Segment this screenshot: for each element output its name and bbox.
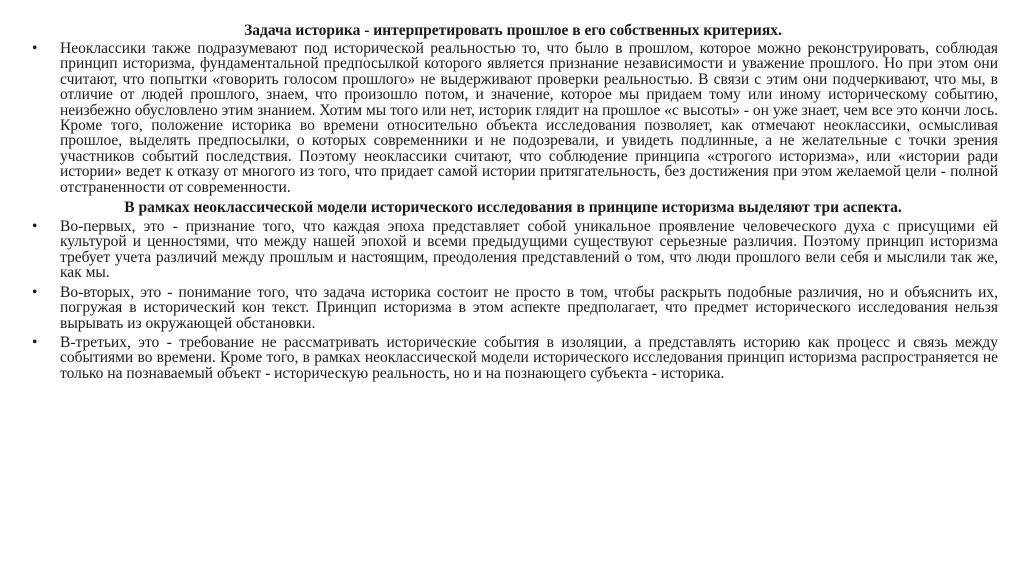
- bullet-item-neoclassics: [28, 41, 998, 195]
- bullet-item-third-aspect: [28, 335, 998, 381]
- bullet-dot-icon: •: [32, 283, 38, 301]
- bullet-dot-icon: •: [32, 333, 38, 351]
- bullet-item-first-aspect: [28, 219, 998, 281]
- slide-content: [28, 22, 998, 385]
- section-heading: В рамках неоклассической модели исторического исследования в принципе историзма выделяют три аспекта.: [124, 199, 902, 217]
- bullet-item-second-aspect: [28, 285, 998, 331]
- paragraph-text: Во-вторых, это - понимание того, что задача историка состоит не просто в том, чтобы раскрыть подобные различия, но и объяснить их, погружая в исторический кон текст. Принцип историзма в этом аспекте предполагает, что предмет исторического исследования нельзя вырывать из окружающей обстановки.: [60, 283, 998, 332]
- paragraph-text: Во-первых, это - признание того, что каждая эпоха представляет собой уникальное проявление человеческого духа с присущими ей культурой и ценностями, что между нашей эпохой и всеми предыдущими существуют серьезные различия. Поэтому принцип историзма требует учета различий между прошлым и настоящим, преодоления представлений о том, что люди прошлого вели себя и мыслили так же, как мы.: [60, 218, 998, 282]
- bullet-dot-icon: •: [32, 218, 38, 236]
- paragraph-text: Неоклассики также подразумевают под исторической реальностью то, что было в прошлом, которое можно реконструировать, соблюдая принцип историзма, фундаментальной предпосылкой которого является признание независимости и уважение прошлого. Но при этом они считают, что попытки «говорить голосом прошлого» не выдерживают проверки реальностью. В связи с этим они подчеркивают, что мы, в отличие от людей прошлого, знаем, что произошло потом, и значение, которое мы придаем тому или иному историческому событию, неизбежно обусловлено этим знанием. Хотим мы того или нет, историк глядит на прошлое «с высоты» - он уже знает, чем все это кончи лось. Кроме того, положение историка во времени относительно объекта исследования позволяет, как отмечают неоклассики, осмысливая прошлое, выделять предпосылки, о которых современники и не подозревали, и увидеть подлинные, а не желательные с точки зрения участников событий последствия. Поэтому неоклассики считают, что соблюдение принципа «строгого историзма», или «истории ради истории» ведет к отказу от многого из того, что придает самой истории притягательность, без достижения при этом желаемой цели - полной отстраненности от современности.: [60, 40, 998, 196]
- bullet-list-top: [28, 41, 998, 195]
- bullet-list-aspects: [28, 219, 998, 381]
- bullet-dot-icon: •: [32, 40, 38, 57]
- paragraph-text: В-третьих, это - требование не рассматривать исторические события в изоляции, а представлять историю как процесс и связь между событиями во времени. Кроме того, в рамках неоклассической модели исторического исследования принцип историзма распространяется не только на познаваемый объект - историческую реальность, но и на познающего субъекта - историка.: [60, 333, 998, 382]
- slide-heading: Задача историка - интерпретировать прошлое в его собственных критериях.: [244, 22, 782, 39]
